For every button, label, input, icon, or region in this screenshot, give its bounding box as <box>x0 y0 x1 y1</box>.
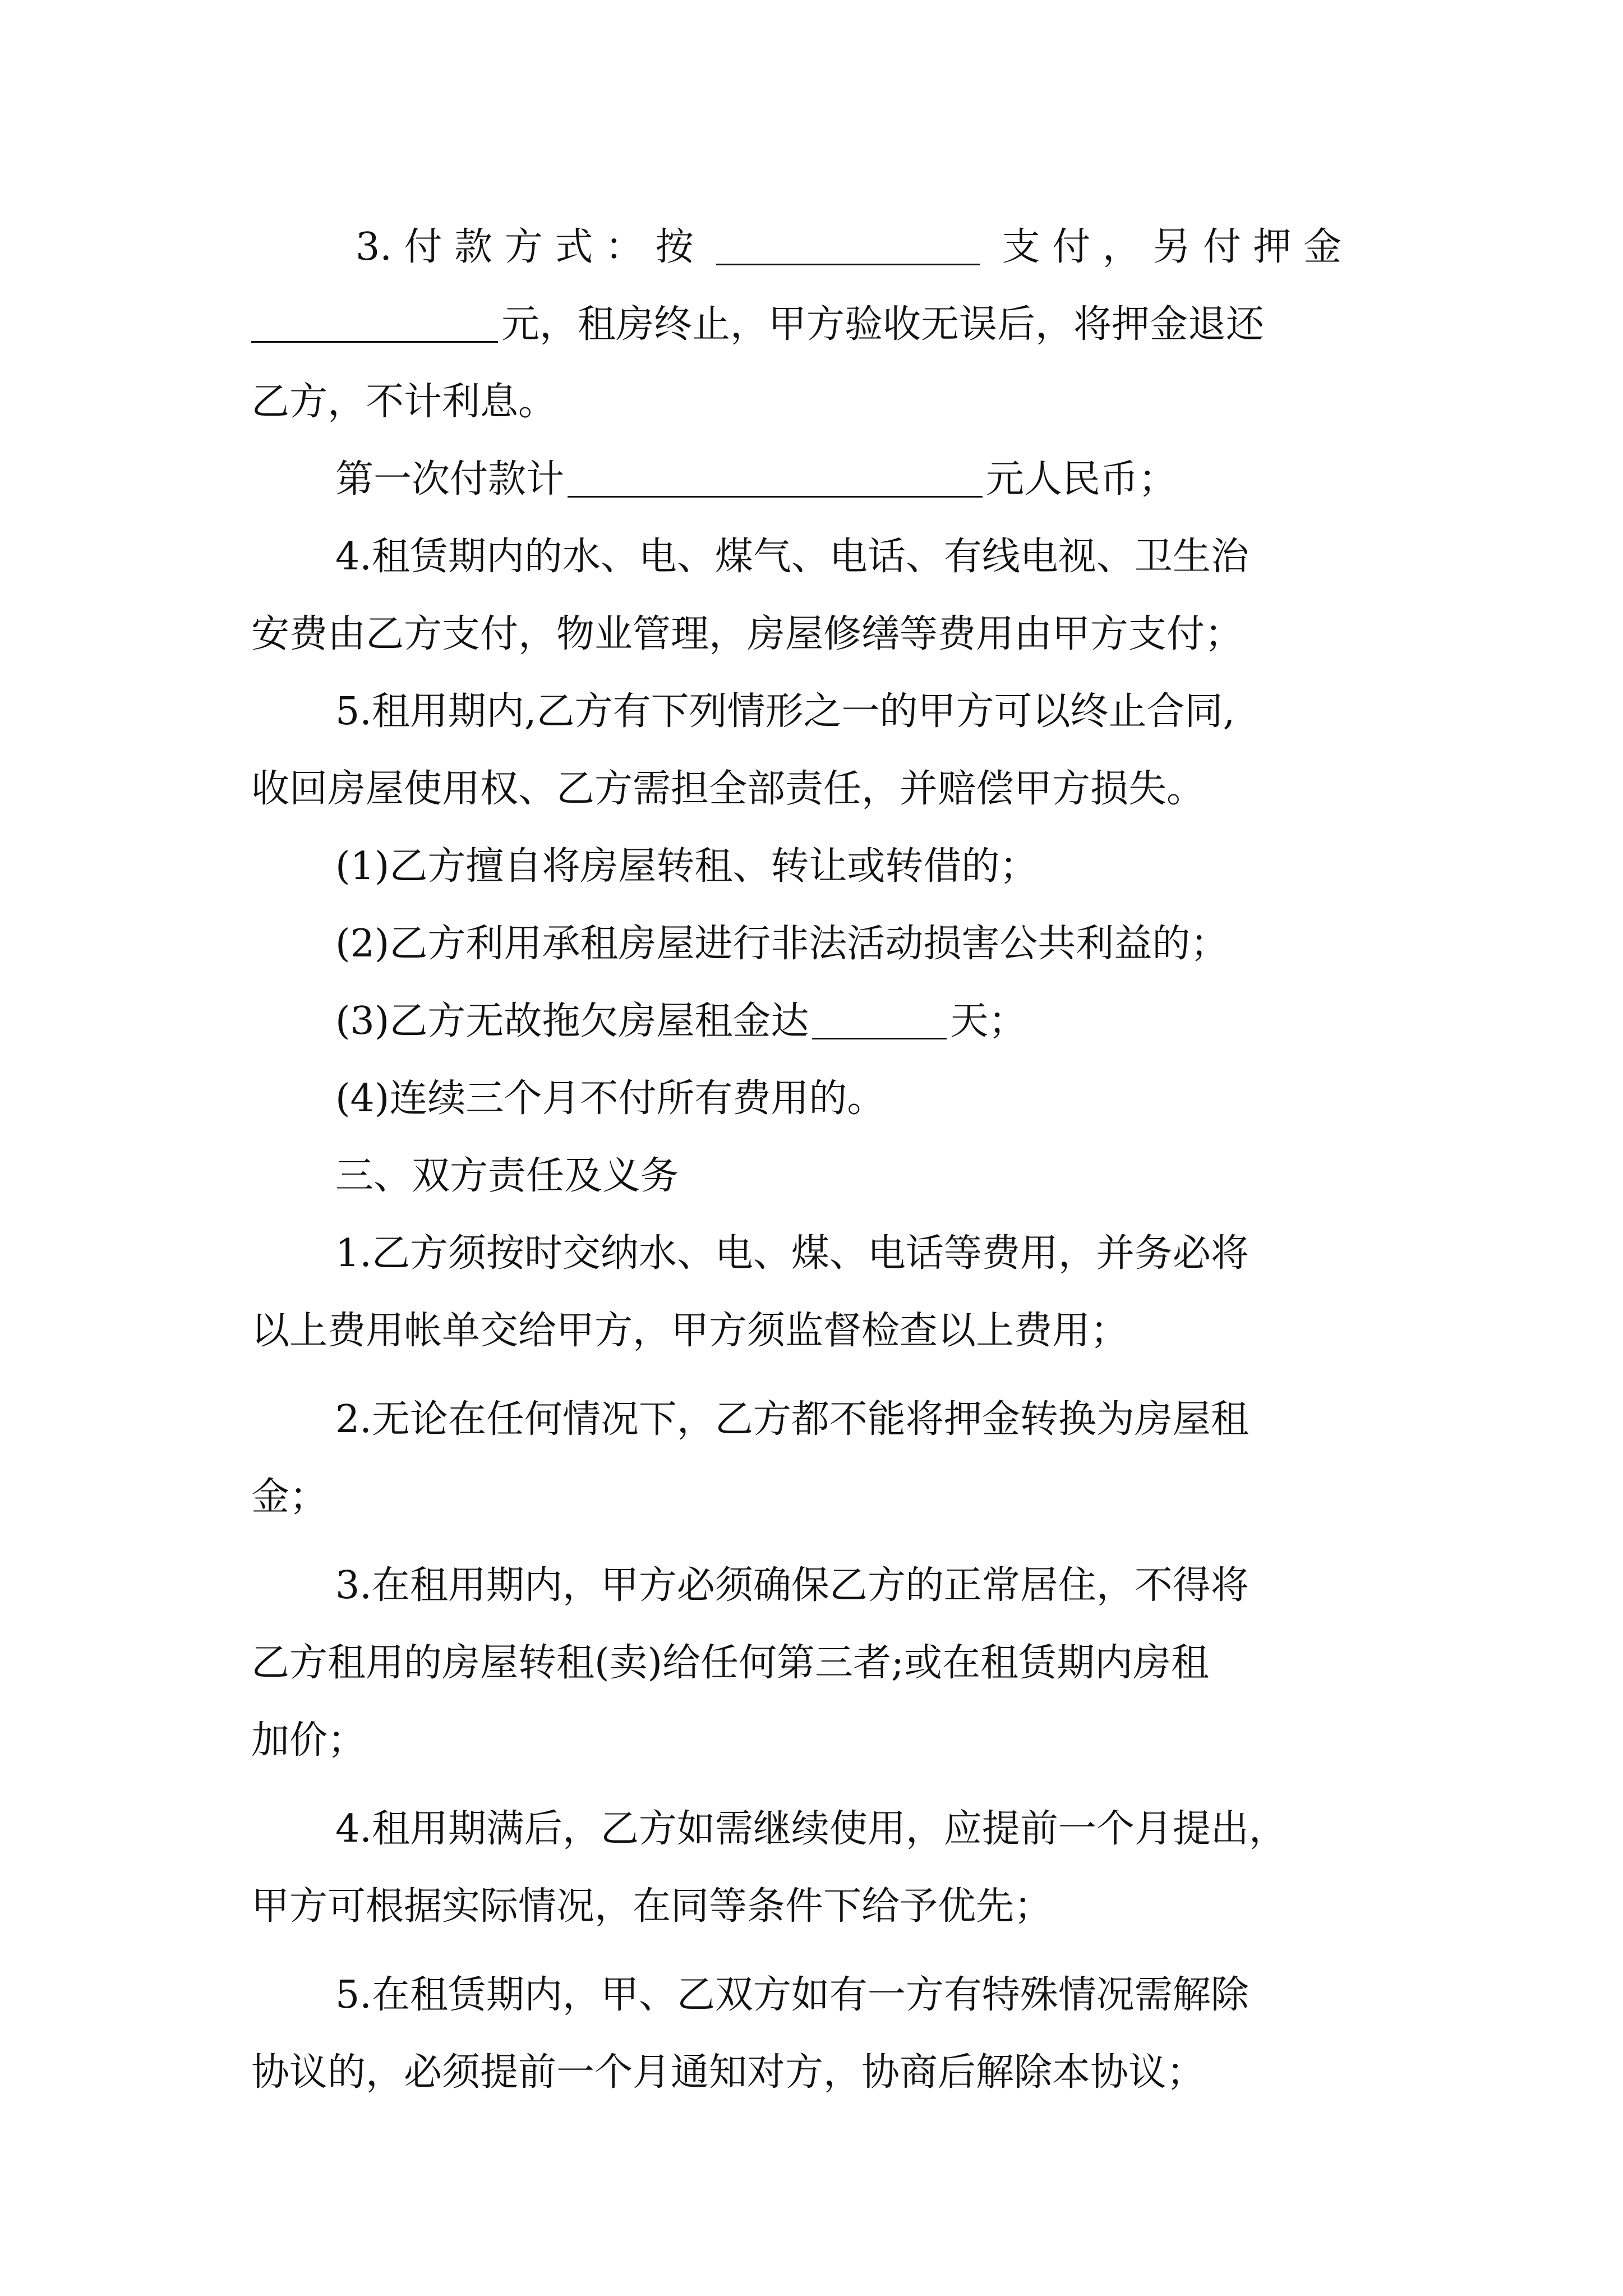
fees-line-2 <box>251 596 1382 673</box>
deposit-refund-text: 元，租房终止，甲方验收无误后，将押金退还 <box>501 302 1265 347</box>
list-item <box>251 983 1382 1060</box>
fees-text-2: 安费由乙方支付，物业管理，房屋修缮等费用由甲方支付； <box>251 612 1243 656</box>
duty-1-line-1 <box>251 1215 1382 1292</box>
duty-3-text-2: 乙方租用的房屋转租(卖)给任何第三者;或在租赁期内房租 <box>251 1641 1209 1685</box>
duty-3-line-2 <box>251 1625 1382 1702</box>
first-payment-blank <box>568 462 983 498</box>
fees-text-1: 4.租赁期内的水、电、煤气、电话、有线电视、卫生治 <box>335 535 1249 579</box>
duty-3-line-3 <box>251 1702 1382 1779</box>
deposit-amount-blank <box>251 307 498 343</box>
section-heading-text: 三、双方责任及义务 <box>335 1154 679 1198</box>
duty-5-text-2: 协议的，必须提前一个月通知对方，协商后解除本协议； <box>251 2050 1205 2095</box>
duty-1-text-2: 以上费用帐单交给甲方，甲方须监督检查以上费用； <box>251 1309 1129 1353</box>
duty-2-text-1: 2.无论在任何情况下，乙方都不能将押金转换为房屋租 <box>335 1397 1249 1442</box>
payment-method-blank <box>716 230 980 265</box>
clause-4-text: (4)连续三个月不付所有费用的。 <box>335 1076 886 1121</box>
duty-5-text-1: 5.在租赁期内，甲、乙双方如有一方有特殊情况需解除 <box>335 1973 1249 2017</box>
duty-3-text-3: 加价； <box>251 1718 366 1763</box>
list-item <box>251 828 1382 905</box>
duty-4-text-2: 甲方可根据实际情况，在同等条件下给予优先； <box>251 1884 1053 1929</box>
termination-line-1 <box>251 673 1382 751</box>
document-body <box>251 209 1382 2111</box>
duty-2-line-2 <box>251 1458 1382 1536</box>
first-payment-line <box>251 441 1382 518</box>
clause-3-text: (3)乙方无故拖欠房屋租金达 <box>335 999 809 1043</box>
payment-line-1 <box>251 209 1382 286</box>
clause-1-text: (1)乙方擅自将房屋转租、转让或转借的； <box>335 844 1038 889</box>
termination-text-1: 5.租用期内,乙方有下列情形之一的甲方可以终止合同, <box>335 689 1235 734</box>
payment-method-label: 3. 付 款 方 式 ： 按 <box>356 225 694 269</box>
list-item <box>251 905 1382 983</box>
duty-4-line-2 <box>251 1868 1382 1945</box>
duty-5-line-2 <box>251 2034 1382 2111</box>
clause-2-text: (2)乙方利用承租房屋进行非法活动损害公共利益的； <box>335 922 1229 966</box>
duty-5-line-1 <box>251 1957 1382 2034</box>
duty-1-line-2 <box>251 1292 1382 1370</box>
deposit-label: 支 付 ， 另 付 押 金 <box>1002 225 1342 269</box>
termination-line-2 <box>251 751 1382 828</box>
payment-line-3 <box>251 364 1382 441</box>
section-heading <box>251 1138 1382 1215</box>
list-item <box>251 1060 1382 1138</box>
duty-4-text-1: 4.租用期满后，乙方如需继续使用，应提前一个月提出， <box>335 1807 1287 1851</box>
duty-2-text-2: 金； <box>251 1475 328 1519</box>
duty-2-line-1 <box>251 1381 1382 1458</box>
clause-3-unit: 天； <box>950 999 1027 1043</box>
termination-text-2: 收回房屋使用权、乙方需担全部责任，并赔偿甲方损失。 <box>251 767 1205 811</box>
overdue-days-blank <box>812 1004 947 1039</box>
duty-1-text-1: 1.乙方须按时交纳水、电、煤、电话等费用，并务必将 <box>335 1231 1249 1276</box>
first-payment-unit: 元人民币； <box>986 457 1177 501</box>
no-interest-text: 乙方，不计利息。 <box>251 380 557 424</box>
duty-4-line-1 <box>251 1791 1382 1868</box>
duty-3-line-1 <box>251 1547 1382 1625</box>
payment-line-2 <box>251 286 1382 364</box>
duty-3-text-1: 3.在租用期内，甲方必须确保乙方的正常居住，不得将 <box>335 1563 1249 1608</box>
fees-line-1 <box>251 518 1382 596</box>
first-payment-label: 第一次付款计 <box>335 457 565 501</box>
